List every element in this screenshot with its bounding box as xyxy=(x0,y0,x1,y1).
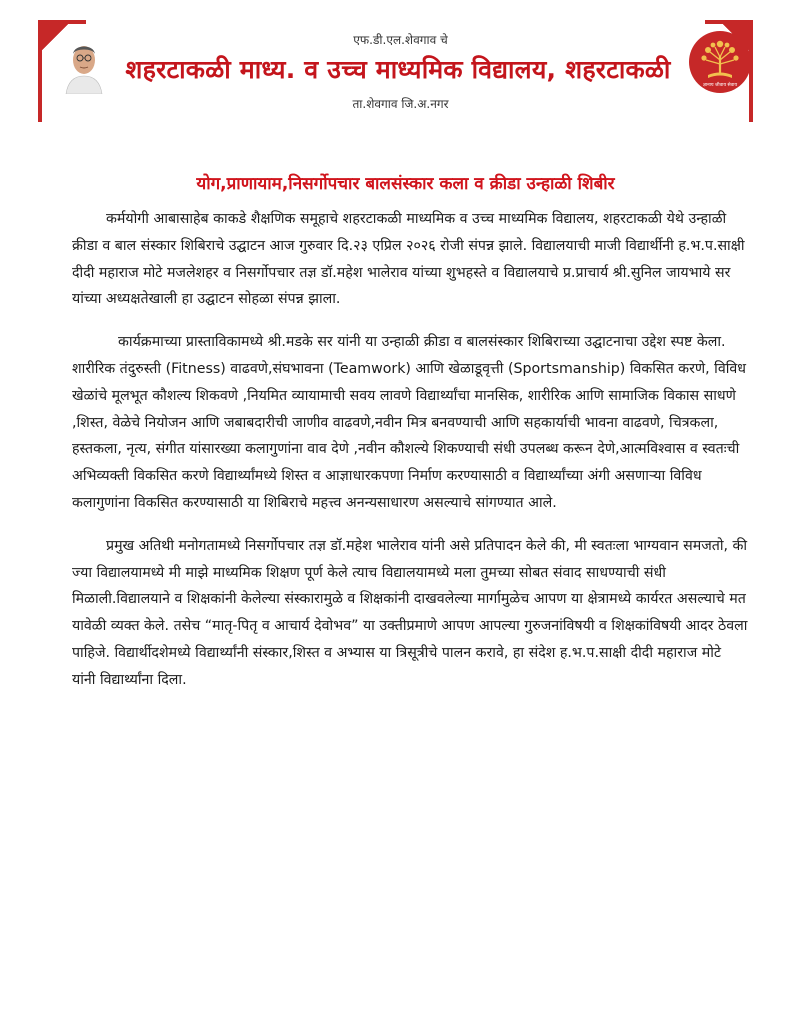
school-emblem-icon xyxy=(688,30,752,94)
document-body xyxy=(72,206,748,710)
paragraph-inauguration: कर्मयोगी आबासाहेब काकडे शैक्षणिक समूहाचे शहरटाकळी माध्यमिक व उच्च माध्यमिक विद्यालय, शहरटाकळी येथे उन्हाळी क्रीडा व बाल संस्कार शिबिराचे उद्घाटन आज गुरुवार दि.२३ एप्रिल २०२६ रोजी संपन्न झाले. विद्यालयाची माजी विद्यार्थीनी ह.भ.प.साक्षी दीदी महाराज मोटे मजलेशहर व निसर्गोपचार तज्ञ डॉ.महेश भालेराव यांच्या शुभहस्ते व विद्यालयाचे प्र.प्राचार्य श्री.सुनिल जायभाये सर यांच्या अध्यक्षतेखाली हा उद्घाटन सोहळा संपन्न झाला. xyxy=(72,211,745,308)
school-name: शहरटाकळी माध्य. व उच्च माध्यमिक विद्यालय, शहरटाकळी xyxy=(125,55,671,84)
letterhead xyxy=(0,0,791,125)
school-address: ता.शेवगाव जि.अ.नगर xyxy=(352,97,449,111)
emblem-motto: ज्ञानाय जीवाय सेवाय xyxy=(703,83,737,88)
paragraph-introduction: कार्यक्रमाच्या प्रास्ताविकामध्ये श्री.मडके सर यांनी या उन्हाळी क्रीडा व बालसंस्कार शिबिराच्या उद्घाटनाचा उद्देश स्पष्ट केला. शारीरिक तंदुरुस्ती (Fitness) वाढवणे,संघभावना (Teamwork) आणि खेळाडूवृत्ती (Sportsmanship) विकसित करणे, विविध खेळांचे मूलभूत कौशल्य शिकवणे ,नियमित व्यायामाची सवय लावणे विद्यार्थ्यांचा मानसिक, शारीरिक आणि सामाजिक विकास साधणे ,शिस्त, वेळेचे नियोजन आणि जबाबदारीची जाणीव वाढवणे,नवीन मित्र बनवण्याची आणि सहकार्याची भावना वाढवणे, चित्रकला, हस्तकला, नृत्य, संगीत यांसारख्या कलागुणांना वाव देणे ,नवीन कौशल्ये शिकण्याची संधी उपलब्ध करून देणे,आत्मविश्वास व स्वतःची अभिव्यक्ती विकसित करणे विद्यार्थ्यांमध्ये शिस्त व आज्ञाधारकपणा निर्माण करण्यासाठी व विद्यार्थ्यांच्या अंगी असणाऱ्या विविध कलागुणांना विकसित करण्यासाठी या शिबिराचे महत्त्व अनन्यसाधारण असल्याचे सांगण्यात आले. xyxy=(72,334,746,511)
organization-name: एफ.डी.एल.शेवगाव चे xyxy=(353,33,448,47)
paragraph-chief-guest: प्रमुख अतिथी मनोगतामध्ये निसर्गोपचार तज्ञ डॉ.महेश भालेराव यांनी असे प्रतिपादन केले की, मी स्वतःला भाग्यवान समजतो, की ज्या विद्यालयामध्ये मी माझे माध्यमिक शिक्षण पूर्ण केले त्याच विद्यालयामध्ये मला तुमच्या सोबत संवाद साधण्याची संधी मिळाली.विद्यालयाने व शिक्षकांनी केलेल्या संस्कारामुळे व शिक्षकांनी दाखवलेल्या मार्गामुळेच आपण या क्षेत्रामध्ये कार्यरत असल्याचे मत यावेळी व्यक्त केले. तसेच “मातृ-पितृ व आचार्य देवोभव” या उक्तीप्रमाणे आपण आपल्या गुरुजनांविषयी व शिक्षकांविषयी आदर ठेवला पाहिजे. विद्यार्थीदशेमध्ये विद्यार्थ्यांनी संस्कार,शिस्त व अभ्यास या त्रिसूत्रीचे पालन करावे, हा संदेश ह.भ.प.साक्षी दीदी महाराज मोटे यांनी विद्यार्थ्यांना दिला. xyxy=(72,537,748,688)
document-title: योग,प्राणायाम,निसर्गोपचार बालसंस्कार कला व क्रीडा उन्हाळी शिबीर xyxy=(196,174,615,195)
